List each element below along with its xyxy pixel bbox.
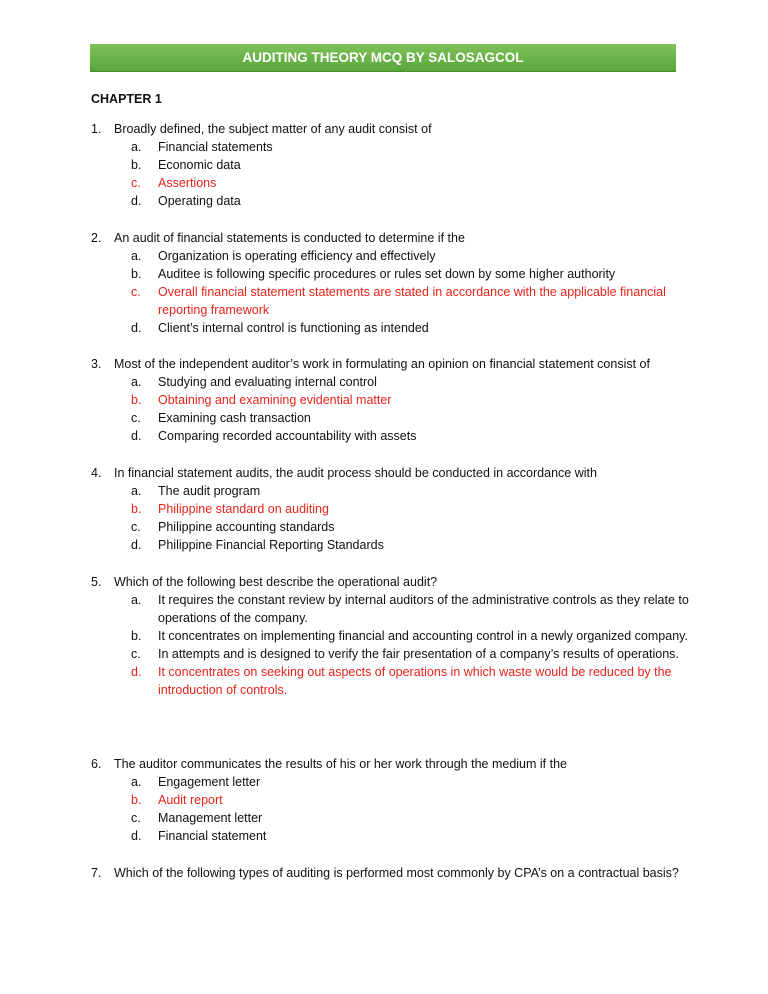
option-letter: c. xyxy=(131,520,141,534)
question-4 xyxy=(91,464,691,554)
answer-option xyxy=(131,645,691,663)
option-letter: b. xyxy=(131,502,142,516)
answer-option xyxy=(131,373,691,391)
option-letter: b. xyxy=(131,793,142,807)
answer-option xyxy=(131,482,691,500)
question-line xyxy=(91,573,691,591)
option-text: Organization is operating efficiency and effectively xyxy=(158,249,436,263)
answer-option xyxy=(131,773,691,791)
option-text: It concentrates on seeking out aspects of operations in which waste would be reduced by the introduction of controls. xyxy=(158,665,672,697)
question-number: 4. xyxy=(91,466,102,480)
question-number: 2. xyxy=(91,231,102,245)
option-text: Engagement letter xyxy=(158,775,261,789)
option-list xyxy=(131,591,691,699)
correct-answer-option xyxy=(131,283,691,319)
correct-answer-option xyxy=(131,391,691,409)
option-text: Assertions xyxy=(158,176,217,190)
question-text: Which of the following best describe the operational audit? xyxy=(114,575,438,589)
option-text: Overall financial statement statements are stated in accordance with the applicable financial reporting framework xyxy=(158,285,666,317)
option-text: It requires the constant review by internal auditors of the administrative controls as they relate to operations of the company. xyxy=(158,593,689,625)
option-letter: b. xyxy=(131,629,142,643)
answer-option xyxy=(131,409,691,427)
option-letter: b. xyxy=(131,267,142,281)
answer-option xyxy=(131,809,691,827)
question-text: Most of the independent auditor’s work in formulating an opinion on financial statement consist of xyxy=(114,357,650,371)
document-title: AUDITING THEORY MCQ BY SALOSAGCOL xyxy=(242,50,524,65)
option-letter: d. xyxy=(131,429,142,443)
answer-option xyxy=(131,827,691,845)
option-text: Management letter xyxy=(158,811,263,825)
question-line xyxy=(91,864,691,882)
answer-option xyxy=(131,265,691,283)
question-text: Which of the following types of auditing is performed most commonly by CPA’s on a contractual basis? xyxy=(114,866,679,880)
correct-answer-option xyxy=(131,500,691,518)
option-letter: a. xyxy=(131,375,142,389)
answer-option xyxy=(131,536,691,554)
question-6 xyxy=(91,755,691,845)
option-text: Auditee is following specific procedures or rules set down by some higher authority xyxy=(158,267,616,281)
option-letter: b. xyxy=(131,393,142,407)
question-2 xyxy=(91,229,691,337)
option-letter: c. xyxy=(131,811,141,825)
correct-answer-option xyxy=(131,174,691,192)
option-text: Examining cash transaction xyxy=(158,411,311,425)
question-text: Broadly defined, the subject matter of any audit consist of xyxy=(114,122,432,136)
question-line xyxy=(91,755,691,773)
option-text: Operating data xyxy=(158,194,241,208)
option-text: Economic data xyxy=(158,158,241,172)
option-text: Philippine accounting standards xyxy=(158,520,335,534)
option-letter: c. xyxy=(131,647,141,661)
option-letter: c. xyxy=(131,411,141,425)
option-letter: c. xyxy=(131,176,141,190)
question-number: 6. xyxy=(91,757,102,771)
option-letter: d. xyxy=(131,665,142,679)
option-text: Client’s internal control is functioning as intended xyxy=(158,321,429,335)
option-text: Studying and evaluating internal control xyxy=(158,375,377,389)
option-letter: a. xyxy=(131,593,142,607)
answer-option xyxy=(131,627,691,645)
option-text: Philippine Financial Reporting Standards xyxy=(158,538,384,552)
answer-option xyxy=(131,192,691,210)
option-letter: d. xyxy=(131,321,142,335)
question-line xyxy=(91,229,691,247)
question-5 xyxy=(91,573,691,699)
answer-option xyxy=(131,138,691,156)
question-number: 1. xyxy=(91,122,102,136)
option-text: Obtaining and examining evidential matter xyxy=(158,393,392,407)
chapter-heading: CHAPTER 1 xyxy=(91,92,162,106)
option-text: The audit program xyxy=(158,484,261,498)
question-number: 5. xyxy=(91,575,102,589)
answer-option xyxy=(131,427,691,445)
question-number: 7. xyxy=(91,866,102,880)
correct-answer-option xyxy=(131,791,691,809)
option-text: In attempts and is designed to verify the fair presentation of a company’s results of operations. xyxy=(158,647,679,661)
question-text: The auditor communicates the results of his or her work through the medium if the xyxy=(114,757,567,771)
option-text: Financial statement xyxy=(158,829,267,843)
option-list xyxy=(131,138,691,210)
option-letter: c. xyxy=(131,285,141,299)
option-text: It concentrates on implementing financial and accounting control in a newly organized company. xyxy=(158,629,688,643)
option-letter: a. xyxy=(131,140,142,154)
title-banner xyxy=(90,44,676,72)
option-list xyxy=(131,247,691,337)
option-text: Philippine standard on auditing xyxy=(158,502,329,516)
option-letter: d. xyxy=(131,829,142,843)
option-letter: b. xyxy=(131,158,142,172)
answer-option xyxy=(131,247,691,265)
option-letter: d. xyxy=(131,194,142,208)
question-line xyxy=(91,355,691,373)
option-list xyxy=(131,773,691,845)
question-7 xyxy=(91,864,691,882)
option-letter: a. xyxy=(131,484,142,498)
answer-option xyxy=(131,518,691,536)
option-text: Audit report xyxy=(158,793,223,807)
answer-option xyxy=(131,156,691,174)
question-number: 3. xyxy=(91,357,102,371)
option-text: Comparing recorded accountability with assets xyxy=(158,429,417,443)
question-1 xyxy=(91,120,691,210)
option-list xyxy=(131,482,691,554)
question-text: In financial statement audits, the audit process should be conducted in accordance with xyxy=(114,466,597,480)
option-text: Financial statements xyxy=(158,140,273,154)
option-letter: a. xyxy=(131,775,142,789)
question-text: An audit of financial statements is conducted to determine if the xyxy=(114,231,465,245)
question-line xyxy=(91,464,691,482)
option-letter: a. xyxy=(131,249,142,263)
option-list xyxy=(131,373,691,445)
option-letter: d. xyxy=(131,538,142,552)
answer-option xyxy=(131,591,691,627)
correct-answer-option xyxy=(131,663,691,699)
question-line xyxy=(91,120,691,138)
question-3 xyxy=(91,355,691,445)
answer-option xyxy=(131,319,691,337)
